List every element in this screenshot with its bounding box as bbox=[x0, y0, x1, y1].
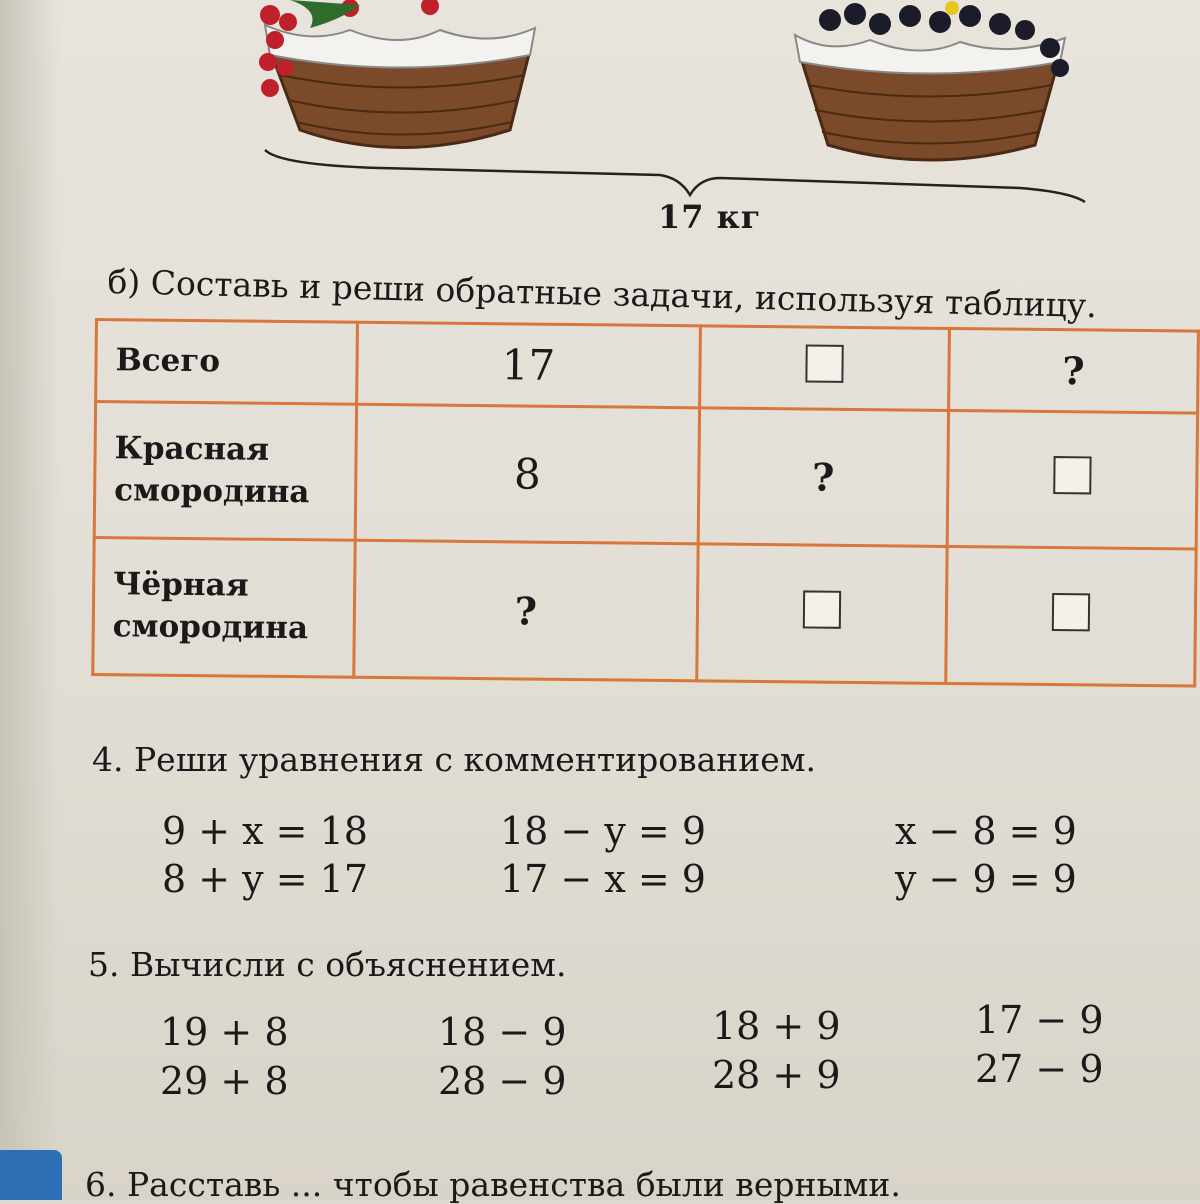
cell-total-c3: ? bbox=[949, 328, 1199, 413]
empty-box-icon bbox=[803, 590, 841, 628]
inverse-problems-table bbox=[95, 318, 1200, 676]
row-label-red-currant: Красная смородина bbox=[94, 401, 356, 540]
task-4-title: 4. Реши уравнения с комментированием. bbox=[92, 740, 816, 779]
task-5-column-3: 18 + 9 28 + 9 bbox=[712, 1004, 841, 1098]
cell-red-c1: 8 bbox=[355, 404, 699, 544]
empty-box-icon bbox=[1053, 456, 1091, 494]
task-4-column-1: 9 + x = 18 8 + y = 17 bbox=[162, 809, 368, 901]
task-4-column-3: x − 8 = 9 y − 9 = 9 bbox=[895, 809, 1077, 901]
table-row-black-currant bbox=[93, 538, 1196, 686]
cell-total-c1: 17 bbox=[357, 322, 701, 407]
cell-total-c2[interactable] bbox=[699, 326, 949, 411]
row-label-total: Всего bbox=[96, 320, 358, 405]
total-weight-label: 17 кг bbox=[658, 198, 762, 236]
row-label-black-currant: Чёрная смородина bbox=[93, 538, 355, 677]
cell-black-c3[interactable] bbox=[946, 547, 1196, 686]
task-5-title: 5. Вычисли с объяснением. bbox=[88, 945, 567, 984]
black-currant-basket-icon bbox=[795, 1, 1069, 160]
task-5-column-1: 19 + 8 29 + 8 bbox=[160, 1010, 289, 1104]
page-shadow bbox=[0, 0, 60, 1200]
empty-box-icon bbox=[1052, 593, 1090, 631]
data-table bbox=[91, 318, 1200, 688]
cell-red-c2: ? bbox=[698, 408, 948, 547]
empty-box-icon bbox=[805, 344, 843, 382]
task-b-instruction: б) Составь и реши обратные задачи, используя таблицу. bbox=[107, 262, 1098, 326]
cell-black-c1: ? bbox=[354, 541, 698, 681]
cell-red-c3[interactable] bbox=[947, 410, 1197, 549]
table-row-red-currant bbox=[94, 401, 1197, 549]
cell-black-c2[interactable] bbox=[697, 544, 947, 683]
task-5-column-2: 18 − 9 28 − 9 bbox=[438, 1010, 567, 1104]
red-currant-basket-icon bbox=[259, 0, 535, 148]
task-4-column-2: 18 − y = 9 17 − x = 9 bbox=[500, 809, 706, 901]
pencil-icon bbox=[0, 1150, 62, 1200]
table-row-total bbox=[96, 320, 1199, 413]
task-5-column-4: 17 − 9 27 − 9 bbox=[975, 998, 1104, 1092]
task-6-title: 6. Расставь ... чтобы равенства были верными. bbox=[85, 1165, 901, 1204]
